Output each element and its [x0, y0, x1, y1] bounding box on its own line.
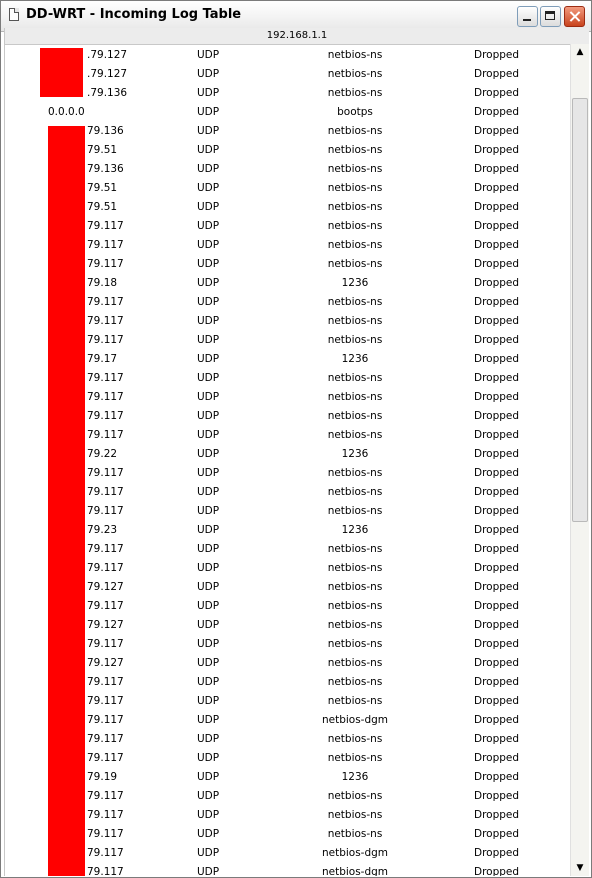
- protocol-cell: UDP: [197, 391, 220, 403]
- port-cell: netbios-ns: [327, 505, 383, 517]
- table-row: [5, 331, 570, 350]
- protocol-cell: UDP: [197, 600, 220, 612]
- port-cell: netbios-dgm: [321, 714, 389, 726]
- table-row: [5, 141, 570, 160]
- table-row: [5, 749, 570, 768]
- vertical-scrollbar[interactable]: [570, 44, 589, 876]
- protocol-cell: UDP: [197, 353, 220, 365]
- port-cell: netbios-ns: [327, 334, 383, 346]
- protocol-cell: UDP: [197, 334, 220, 346]
- log-content: [4, 28, 589, 876]
- table-row: [5, 464, 570, 483]
- source-ip-cell: 79.117: [87, 467, 124, 479]
- port-cell: netbios-ns: [327, 695, 383, 707]
- port-cell: netbios-ns: [327, 68, 383, 80]
- protocol-cell: UDP: [197, 410, 220, 422]
- close-button[interactable]: [564, 6, 585, 27]
- port-cell: netbios-dgm: [321, 847, 389, 859]
- port-cell: netbios-ns: [327, 87, 383, 99]
- protocol-cell: UDP: [197, 714, 220, 726]
- action-cell: Dropped: [474, 790, 520, 802]
- protocol-cell: UDP: [197, 562, 220, 574]
- table-row: [5, 103, 570, 122]
- table-row: [5, 369, 570, 388]
- table-row: [5, 616, 570, 635]
- action-cell: Dropped: [474, 657, 520, 669]
- table-row: [5, 236, 570, 255]
- table-row: [5, 407, 570, 426]
- action-cell: Dropped: [474, 106, 520, 118]
- port-cell: netbios-ns: [327, 372, 383, 384]
- source-ip-cell: 79.136: [87, 163, 124, 175]
- table-row: [5, 293, 570, 312]
- action-cell: Dropped: [474, 448, 520, 460]
- port-cell: 1236: [341, 448, 369, 460]
- source-ip-cell: 79.117: [87, 543, 124, 555]
- action-cell: Dropped: [474, 524, 520, 536]
- port-cell: netbios-ns: [327, 600, 383, 612]
- action-cell: Dropped: [474, 372, 520, 384]
- source-ip-cell: .79.127: [87, 68, 128, 80]
- action-cell: Dropped: [474, 391, 520, 403]
- scroll-down-arrow-icon[interactable]: ▼: [572, 860, 588, 876]
- action-cell: Dropped: [474, 866, 520, 876]
- action-cell: Dropped: [474, 125, 520, 137]
- protocol-cell: UDP: [197, 277, 220, 289]
- action-cell: Dropped: [474, 410, 520, 422]
- protocol-cell: UDP: [197, 581, 220, 593]
- port-cell: netbios-ns: [327, 562, 383, 574]
- protocol-cell: UDP: [197, 296, 220, 308]
- table-row: [5, 350, 570, 369]
- source-ip-cell: 79.51: [87, 144, 118, 156]
- maximize-button[interactable]: [540, 6, 561, 27]
- source-ip-cell: 79.117: [87, 695, 124, 707]
- port-cell: 1236: [341, 771, 369, 783]
- protocol-cell: UDP: [197, 429, 220, 441]
- scroll-up-arrow-icon[interactable]: ▲: [572, 44, 588, 60]
- action-cell: Dropped: [474, 676, 520, 688]
- document-icon: [9, 8, 19, 21]
- source-ip-cell: 79.117: [87, 752, 124, 764]
- table-row: [5, 654, 570, 673]
- protocol-cell: UDP: [197, 676, 220, 688]
- protocol-cell: UDP: [197, 448, 220, 460]
- action-cell: Dropped: [474, 201, 520, 213]
- port-cell: netbios-ns: [327, 790, 383, 802]
- port-cell: netbios-ns: [327, 201, 383, 213]
- protocol-cell: UDP: [197, 220, 220, 232]
- protocol-cell: UDP: [197, 524, 220, 536]
- port-cell: netbios-ns: [327, 619, 383, 631]
- action-cell: Dropped: [474, 49, 520, 61]
- source-ip-cell: 79.117: [87, 562, 124, 574]
- table-row: [5, 502, 570, 521]
- action-cell: Dropped: [474, 752, 520, 764]
- protocol-cell: UDP: [197, 790, 220, 802]
- source-ip-cell: 79.23: [87, 524, 118, 536]
- source-ip-cell: 79.127: [87, 657, 124, 669]
- source-ip-cell: 79.17: [87, 353, 118, 365]
- port-cell: netbios-ns: [327, 467, 383, 479]
- action-cell: Dropped: [474, 68, 520, 80]
- table-row: [5, 445, 570, 464]
- port-cell: netbios-ns: [327, 163, 383, 175]
- table-row: [5, 673, 570, 692]
- port-cell: netbios-ns: [327, 239, 383, 251]
- action-cell: Dropped: [474, 486, 520, 498]
- source-ip-cell: 79.117: [87, 258, 124, 270]
- source-ip-cell: 0.0.0.0: [48, 106, 85, 118]
- action-cell: Dropped: [474, 562, 520, 574]
- source-ip-cell: 79.51: [87, 182, 118, 194]
- port-cell: netbios-ns: [327, 296, 383, 308]
- source-ip-cell: 79.117: [87, 600, 124, 612]
- protocol-cell: UDP: [197, 638, 220, 650]
- port-cell: netbios-ns: [327, 486, 383, 498]
- table-row: [5, 863, 570, 876]
- action-cell: Dropped: [474, 334, 520, 346]
- action-cell: Dropped: [474, 695, 520, 707]
- source-ip-cell: 79.136: [87, 125, 124, 137]
- source-ip-cell: 79.117: [87, 429, 124, 441]
- protocol-cell: UDP: [197, 695, 220, 707]
- protocol-cell: UDP: [197, 828, 220, 840]
- table-row: [5, 217, 570, 236]
- action-cell: Dropped: [474, 771, 520, 783]
- action-cell: Dropped: [474, 182, 520, 194]
- table-row: [5, 597, 570, 616]
- action-cell: Dropped: [474, 809, 520, 821]
- action-cell: Dropped: [474, 429, 520, 441]
- port-cell: netbios-ns: [327, 638, 383, 650]
- table-row: [5, 711, 570, 730]
- table-row: [5, 540, 570, 559]
- table-row: [5, 635, 570, 654]
- source-ip-cell: 79.117: [87, 334, 124, 346]
- source-ip-cell: 79.127: [87, 581, 124, 593]
- protocol-cell: UDP: [197, 68, 220, 80]
- action-cell: Dropped: [474, 258, 520, 270]
- source-ip-cell: 79.127: [87, 619, 124, 631]
- source-ip-cell: 79.18: [87, 277, 118, 289]
- port-cell: netbios-ns: [327, 581, 383, 593]
- protocol-cell: UDP: [197, 771, 220, 783]
- protocol-cell: UDP: [197, 258, 220, 270]
- port-cell: 1236: [341, 353, 369, 365]
- port-cell: netbios-dgm: [321, 866, 389, 876]
- protocol-cell: UDP: [197, 486, 220, 498]
- action-cell: Dropped: [474, 353, 520, 365]
- action-cell: Dropped: [474, 505, 520, 517]
- port-cell: netbios-ns: [327, 315, 383, 327]
- table-row: [5, 844, 570, 863]
- action-cell: Dropped: [474, 733, 520, 745]
- table-row: [5, 768, 570, 787]
- source-ip-cell: 79.117: [87, 790, 124, 802]
- action-cell: Dropped: [474, 828, 520, 840]
- source-ip-cell: 79.117: [87, 391, 124, 403]
- window-title: DD-WRT - Incoming Log Table: [26, 7, 242, 22]
- table-row: [5, 179, 570, 198]
- source-ip-cell: 79.117: [87, 828, 124, 840]
- port-cell: netbios-ns: [327, 543, 383, 555]
- source-ip-cell: 79.117: [87, 505, 124, 517]
- port-cell: netbios-ns: [327, 258, 383, 270]
- port-cell: netbios-ns: [327, 391, 383, 403]
- port-cell: bootps: [337, 106, 373, 118]
- port-cell: netbios-ns: [327, 144, 383, 156]
- source-ip-cell: .79.127: [87, 49, 128, 61]
- port-cell: netbios-ns: [327, 125, 383, 137]
- table-row: [5, 426, 570, 445]
- port-cell: 1236: [341, 524, 369, 536]
- source-ip-cell: 79.117: [87, 372, 124, 384]
- action-cell: Dropped: [474, 847, 520, 859]
- table-row: [5, 483, 570, 502]
- scrollbar-thumb[interactable]: [572, 98, 588, 522]
- source-ip-cell: 79.117: [87, 809, 124, 821]
- protocol-cell: UDP: [197, 733, 220, 745]
- protocol-cell: UDP: [197, 866, 220, 876]
- source-ip-cell: 79.19: [87, 771, 118, 783]
- port-cell: netbios-ns: [327, 752, 383, 764]
- action-cell: Dropped: [474, 277, 520, 289]
- protocol-cell: UDP: [197, 467, 220, 479]
- protocol-cell: UDP: [197, 315, 220, 327]
- action-cell: Dropped: [474, 144, 520, 156]
- source-ip-cell: 79.117: [87, 410, 124, 422]
- table-row: [5, 312, 570, 331]
- protocol-cell: UDP: [197, 619, 220, 631]
- protocol-cell: UDP: [197, 125, 220, 137]
- source-ip-cell: 79.22: [87, 448, 118, 460]
- protocol-cell: UDP: [197, 87, 220, 99]
- protocol-cell: UDP: [197, 752, 220, 764]
- redaction-block-top: [40, 48, 83, 97]
- port-cell: netbios-ns: [327, 49, 383, 61]
- table-row: [5, 388, 570, 407]
- source-ip-cell: 79.117: [87, 676, 124, 688]
- protocol-cell: UDP: [197, 847, 220, 859]
- port-cell: netbios-ns: [327, 410, 383, 422]
- action-cell: Dropped: [474, 638, 520, 650]
- table-row: [5, 692, 570, 711]
- protocol-cell: UDP: [197, 144, 220, 156]
- source-ip-cell: 79.117: [87, 733, 124, 745]
- action-cell: Dropped: [474, 220, 520, 232]
- source-ip-cell: 79.117: [87, 866, 124, 876]
- source-ip-cell: 79.117: [87, 220, 124, 232]
- source-ip-cell: 79.117: [87, 486, 124, 498]
- source-ip-cell: 79.117: [87, 714, 124, 726]
- protocol-cell: UDP: [197, 505, 220, 517]
- port-cell: netbios-ns: [327, 657, 383, 669]
- table-row: [5, 46, 570, 65]
- table-row: [5, 730, 570, 749]
- protocol-cell: UDP: [197, 201, 220, 213]
- table-row: [5, 255, 570, 274]
- port-cell: 1236: [341, 277, 369, 289]
- redaction-block-main: [48, 126, 85, 876]
- port-cell: netbios-ns: [327, 429, 383, 441]
- table-row: [5, 65, 570, 84]
- port-cell: netbios-ns: [327, 809, 383, 821]
- table-row: [5, 84, 570, 103]
- action-cell: Dropped: [474, 87, 520, 99]
- action-cell: Dropped: [474, 543, 520, 555]
- table-header-ip: 192.168.1.1: [5, 28, 589, 45]
- protocol-cell: UDP: [197, 163, 220, 175]
- protocol-cell: UDP: [197, 106, 220, 118]
- table-row: [5, 806, 570, 825]
- source-ip-cell: 79.117: [87, 847, 124, 859]
- log-rows: [5, 46, 570, 876]
- source-ip-cell: 79.117: [87, 638, 124, 650]
- port-cell: netbios-ns: [327, 182, 383, 194]
- table-row: [5, 160, 570, 179]
- table-row: [5, 521, 570, 540]
- protocol-cell: UDP: [197, 657, 220, 669]
- protocol-cell: UDP: [197, 372, 220, 384]
- port-cell: netbios-ns: [327, 828, 383, 840]
- action-cell: Dropped: [474, 581, 520, 593]
- port-cell: netbios-ns: [327, 733, 383, 745]
- source-ip-cell: 79.117: [87, 315, 124, 327]
- source-ip-cell: .79.136: [87, 87, 128, 99]
- protocol-cell: UDP: [197, 809, 220, 821]
- table-row: [5, 198, 570, 217]
- table-row: [5, 825, 570, 844]
- table-row: [5, 578, 570, 597]
- action-cell: Dropped: [474, 467, 520, 479]
- protocol-cell: UDP: [197, 49, 220, 61]
- table-row: [5, 122, 570, 141]
- table-row: [5, 274, 570, 293]
- minimize-button[interactable]: [517, 6, 538, 27]
- action-cell: Dropped: [474, 315, 520, 327]
- action-cell: Dropped: [474, 163, 520, 175]
- protocol-cell: UDP: [197, 182, 220, 194]
- source-ip-cell: 79.51: [87, 201, 118, 213]
- source-ip-cell: 79.117: [87, 239, 124, 251]
- protocol-cell: UDP: [197, 543, 220, 555]
- action-cell: Dropped: [474, 619, 520, 631]
- action-cell: Dropped: [474, 239, 520, 251]
- action-cell: Dropped: [474, 714, 520, 726]
- port-cell: netbios-ns: [327, 676, 383, 688]
- source-ip-cell: 79.117: [87, 296, 124, 308]
- action-cell: Dropped: [474, 296, 520, 308]
- port-cell: netbios-ns: [327, 220, 383, 232]
- action-cell: Dropped: [474, 600, 520, 612]
- protocol-cell: UDP: [197, 239, 220, 251]
- table-row: [5, 787, 570, 806]
- table-row: [5, 559, 570, 578]
